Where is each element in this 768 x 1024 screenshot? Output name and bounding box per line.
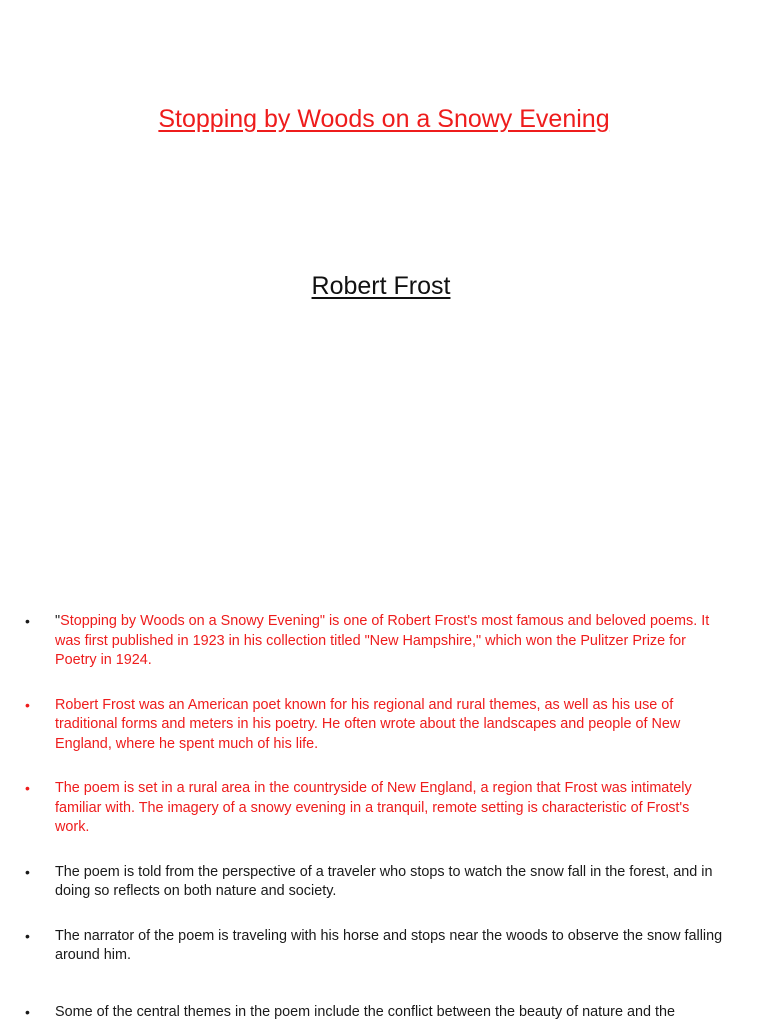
bullet-icon: • (25, 780, 30, 796)
quote-mark: " (55, 613, 61, 629)
bullet-text: The narrator of the poem is traveling with his horse and stops near the woods to observe the snow falling around him. (55, 927, 723, 963)
bullet-list (0, 612, 768, 1024)
bullet-text: Some of the central themes in the poem include the conflict between the beauty of nature and the (55, 1003, 675, 1020)
list-item (0, 863, 768, 902)
bullet-text: Robert Frost was an American poet known for his regional and rural themes, as well as his use of traditional forms and meters in his poetry. He often wrote about the landscapes and people of New England, where he spent much of his life. (55, 696, 681, 752)
bullet-text: The poem is told from the perspective of a traveler who stops to watch the snow fall in the forest, and in doing so reflects on both nature and society. (55, 863, 713, 899)
list-item (0, 1003, 768, 1023)
list-item (0, 612, 768, 671)
bullet-icon: • (25, 1003, 30, 1020)
bullet-text: The poem is set in a rural area in the countryside of New England, a region that Frost was intimately familiar with. The imagery of a snowy evening in a tranquil, remote setting is characteristic of Frost's work. (55, 780, 692, 835)
bullet-text: Stopping by Woods on a Snowy Evening" is one of Robert Frost's most famous and beloved poems. It was first published in 1923 in his collection titled "New Hampshire," which won the Pulitzer Prize for Poetry in 1924. (55, 613, 710, 668)
list-item (0, 927, 768, 966)
list-item (0, 696, 768, 755)
list-item (0, 779, 768, 838)
bullet-icon: • (25, 927, 30, 944)
author-name: Robert Frost (311, 272, 451, 300)
document-title: Stopping by Woods on a Snowy Evening (158, 105, 610, 133)
bullet-icon: • (25, 863, 30, 880)
bullet-icon: • (25, 696, 30, 713)
bullet-icon: • (25, 613, 30, 629)
